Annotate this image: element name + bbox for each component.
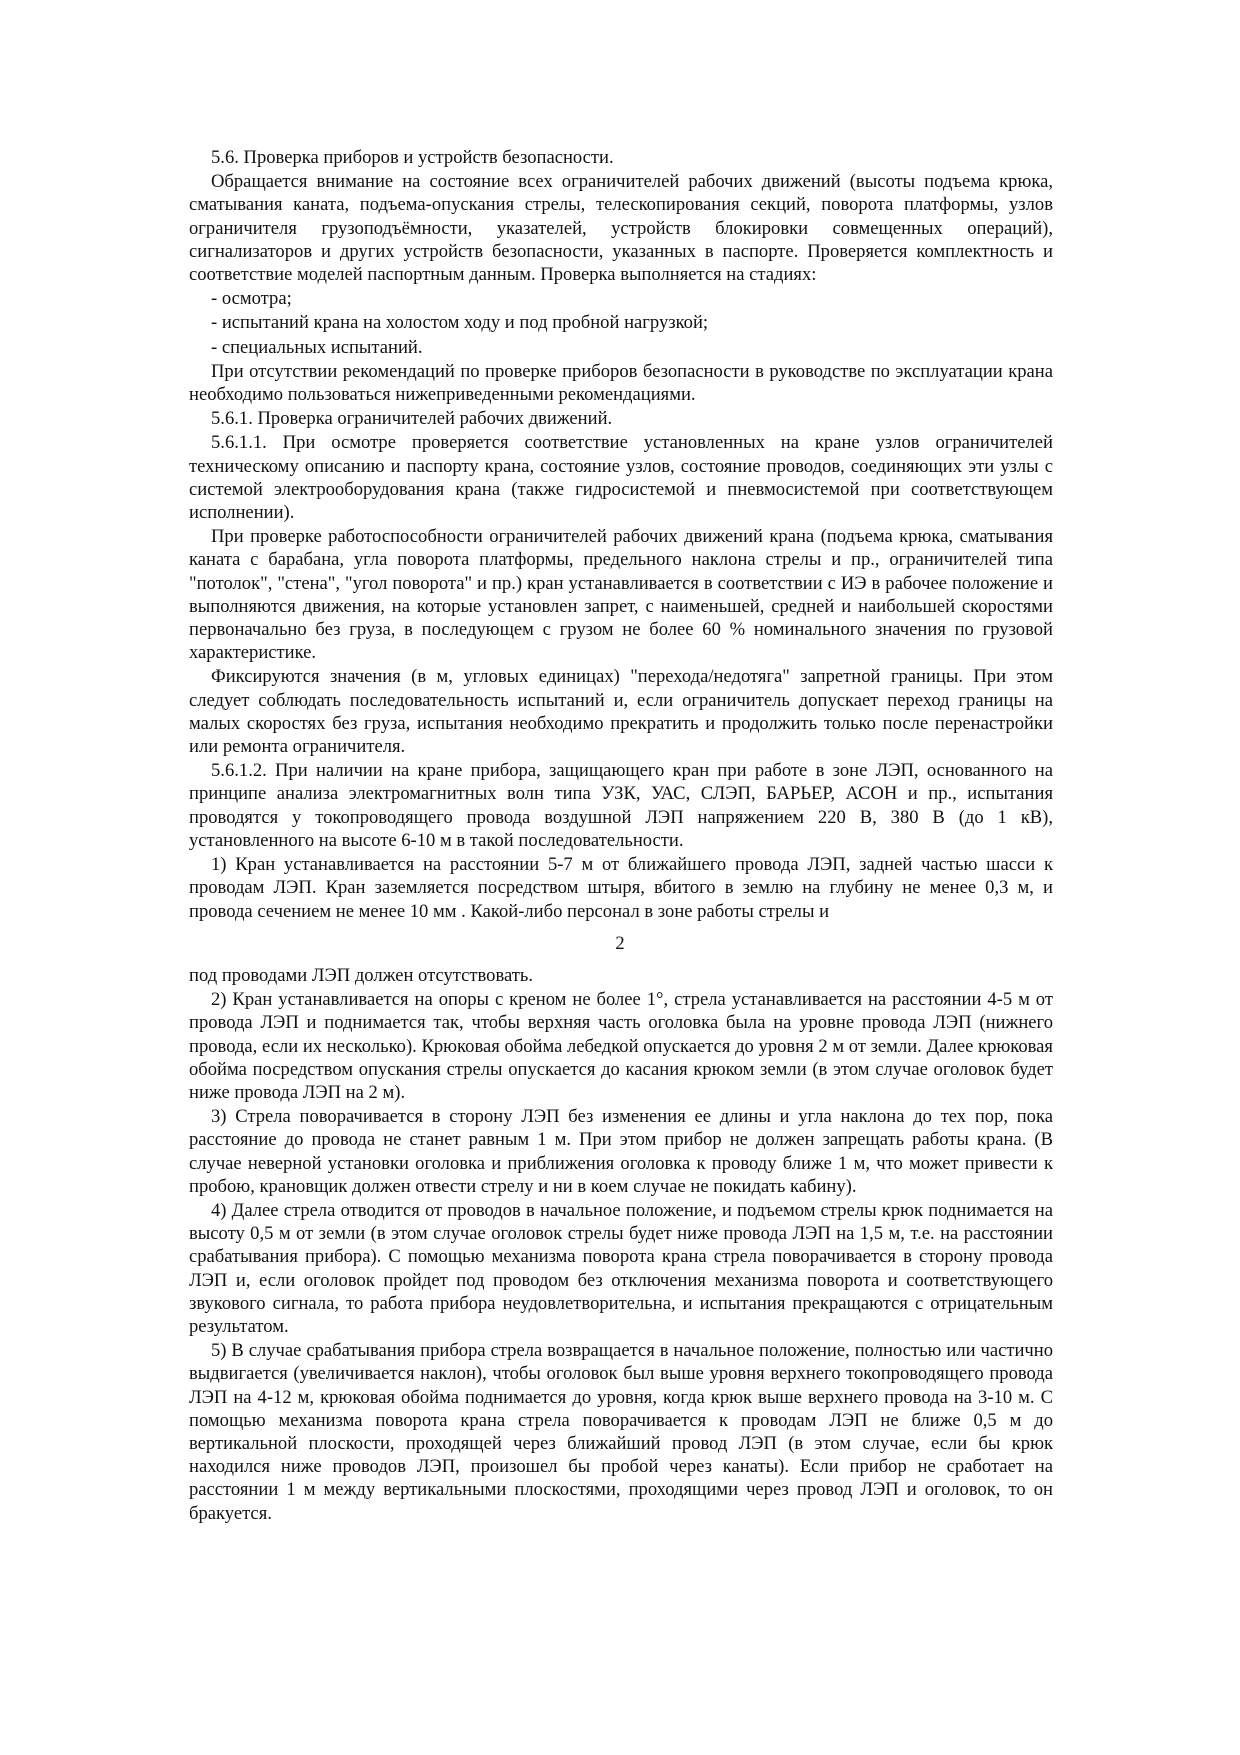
document-page-bottom <box>189 964 1053 1526</box>
section-heading-5-6: 5.6. Проверка приборов и устройств безопасности. <box>211 147 614 168</box>
list-item-idle-load-tests: - испытаний крана на холостом ходу и под пробной нагрузкой; <box>211 312 709 334</box>
paragraph-boundary-values: Фиксируются значения (в м, угловых единицах) "перехода/недотяга" запретной границы. При этом следует соблюдать последовательность испытаний и, если ограничитель допускает переход границы на малых скоростях без груза, испытания необходимо прекратить и продолжить только после перенастройки или ремонта ограничителя. <box>189 666 1053 758</box>
page-number: 2 <box>615 933 625 954</box>
paragraph-step-1-continued: под проводами ЛЭП должен отсутствовать. <box>189 965 534 986</box>
paragraph-no-recommendations: При отсутствии рекомендаций по проверке приборов безопасности в руководстве по эксплуатации крана необходимо пользоваться нижеприведенными рекомендациями. <box>189 360 1053 406</box>
paragraph-5-6-1-2: 5.6.1.2. При наличии на кране прибора, защищающего кран при работе в зоне ЛЭП, основанного на принципе анализа электромагнитных волн типа УЗК, УАС, СЛЭП, БАРЬЕР, АСОН и пр., испытания проводятся у токопроводящего провода воздушной ЛЭП напряжением 220 В, 380 В (до 1 кВ), установленного на высоте 6-10 м в такой последовательности. <box>189 760 1053 851</box>
paragraph-step-2: 2) Кран устанавливается на опоры с креном не более 1°, стрела устанавливается на расстоянии 4-5 м от провода ЛЭП и поднимается так, чтобы верхняя часть оголовка была на уровне провода ЛЭП (нижнего провода, если их несколько). Крюковая обойма лебедкой опускается до уровня 2 м от земли. Далее крюковая обойма посредством опускания стрелы опускается до касания крюком земли (в этом случае оголовок будет ниже провода ЛЭП на 2 м). <box>189 989 1053 1104</box>
list-item-special-tests: - специальных испытаний. <box>211 336 423 358</box>
paragraph-attention-limiters: Обращается внимание на состояние всех ограничителей рабочих движений (высоты подъема крюка, сматывания каната, подъема-опускания стрелы, телескопирования секций, поворота платформы, узлов ограничителя грузоподъёмности, указателей, устройств блокировки совмещенных операций), сигнализаторов и других устройств безопасности, указанных в паспорте. Проверяется комплектность и соответствие моделей паспортным данным. Проверка выполняется на стадиях: <box>189 171 1053 286</box>
paragraph-step-4: 4) Далее стрела отводится от проводов в начальное положение, и подъемом стрелы крюк поднимается на высоту 0,5 м от земли (в этом случае оголовок стрелы будет ниже провода ЛЭП на 1,5 м, т.е. на расстоянии срабатывания прибора). С помощью механизма поворота крана стрела поворачивается в сторону провода ЛЭП и, если оголовок пройдет под проводом без отключения механизма поворота и соответствующего звукового сигнала, то работа прибора неудовлетворительна, и испытания прекращаются с отрицательным результатом. <box>189 1200 1053 1338</box>
document-page-top <box>189 146 1053 924</box>
section-heading-5-6-1: 5.6.1. Проверка ограничителей рабочих движений. <box>211 408 613 430</box>
paragraph-5-6-1-1: 5.6.1.1. При осмотре проверяется соответствие установленных на кране узлов ограничителей техническому описанию и паспорту крана, состояние узлов, состояние проводов, соединяющих эти узлы с системой электрооборудования крана (также гидросистемой и пневмосистемой при соответствующем исполнении). <box>189 432 1053 524</box>
paragraph-operability-check: При проверке работоспособности ограничителей рабочих движений крана (подъема крюка, сматывания каната с барабана, угла поворота платформы, предельного наклона стрелы и пр., ограничителей типа "потолок", "стена", "угол поворота" и пр.) кран устанавливается в соответствии с ИЭ в рабочее положение и выполняются движения, на которые установлен запрет, с наименьшей, средней и наибольшей скоростями первоначально без груза, в последующем с грузом не более 60 % номинального значения по грузовой характеристике. <box>189 526 1053 664</box>
paragraph-step-3: 3) Стрела поворачивается в сторону ЛЭП без изменения ее длины и угла наклона до тех пор, пока расстояние до провода не станет равным 1 м. При этом прибор не должен запрещать работы крана. (В случае неверной установки оголовка и приближения оголовка к проводу ближе 1 м, что может привести к пробою, крановщик должен отвести стрелу и ни в коем случае не покидать кабину). <box>189 1106 1053 1197</box>
paragraph-step-5: 5) В случае срабатывания прибора стрела возвращается в начальное положение, полностью или частично выдвигается (увеличивается наклон), чтобы оголовок был выше уровня верхнего токопроводящего провода ЛЭП на 4-12 м, крюковая обойма поднимается до уровня, когда крюк выше верхнего провода на 3-10 м. С помощью механизма поворота крана стрела поворачивается к проводам ЛЭП не ближе 0,5 м до вертикальной плоскости, проходящей через ближайший провод ЛЭП (в этом случае, если бы крюк находился ниже проводов ЛЭП, произошел бы пробой через канаты). Если прибор не сработает на расстоянии 1 м между вертикальными плоскостями, проходящими через провод ЛЭП и оголовок, то он бракуется. <box>189 1340 1053 1524</box>
list-item-inspection: - осмотра; <box>211 288 292 310</box>
paragraph-step-1: 1) Кран устанавливается на расстоянии 5-7 м от ближайшего провода ЛЭП, задней частью шасси к проводам ЛЭП. Кран заземляется посредством штыря, вбитого в землю на глубину не менее 0,3 м, и провода сечением не менее 10 мм . Какой-либо персонал в зоне работы стрелы и <box>189 854 1053 922</box>
